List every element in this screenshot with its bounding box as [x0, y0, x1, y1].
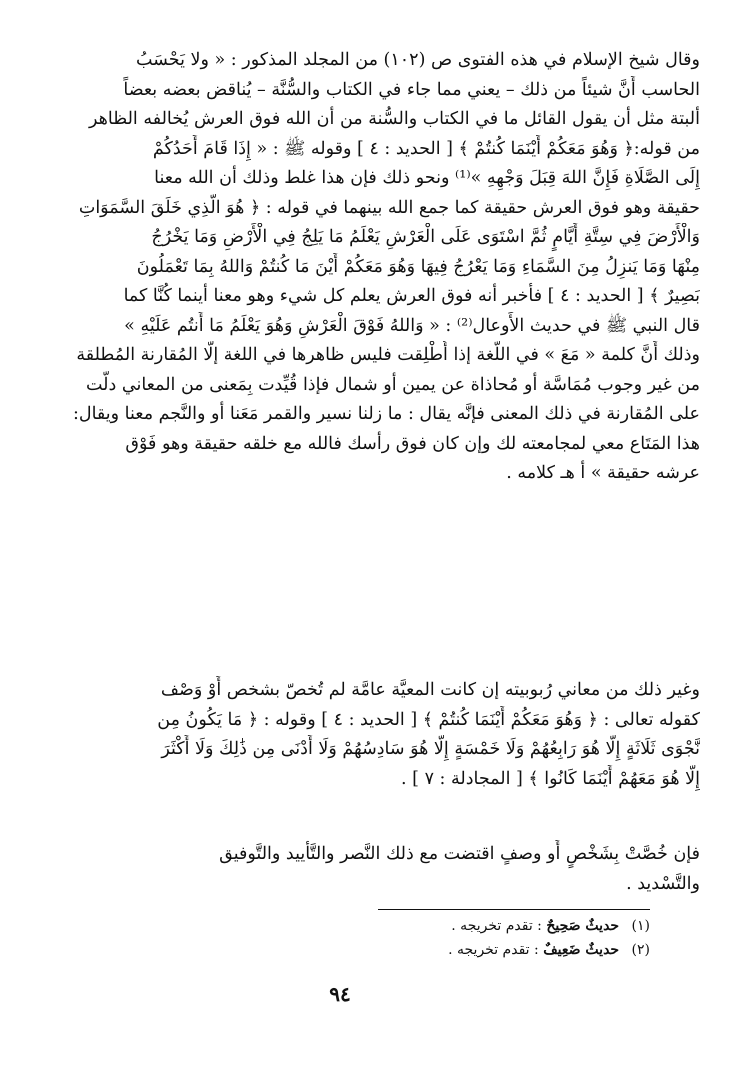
body-line: عرشه حقيقة » أ هـ كلامه .: [506, 463, 700, 483]
body-line: فإن خُصَّتْ بِشَخْصٍ أَو وصفٍ اقتضت مع ذلك النَّصر والتَّأييد والتَّوفيق: [219, 844, 700, 864]
footnote-item: [360, 938, 650, 962]
body-line: مِنْهَا وَمَا يَنزِلُ مِنَ السَّمَاءِ وَمَا يَعْرُجُ فِيهَا وَهُوَ مَعَكُمْ أَيْنَ مَا كُنتُمْ وَاللهُ بِمَا تَعْمَلُونَ: [136, 256, 700, 277]
body-line: والتَّسْديد .: [626, 873, 700, 894]
body-line: إِلَى الصَّلَاةِ فَإِنَّ اللهَ قِبَلَ وَجْهِهِ »⁽¹⁾ ونحو ذلك فإن هذا غلط وذلك أن الله معنا: [154, 168, 700, 188]
footnote-number: (١): [631, 918, 650, 934]
body-line: من غير وجوب مُمَاسَّة أو مُحاذاة عن يمين أو شمال فإذا قُيِّدت بِمَعنى من المعاني دلَّت: [85, 374, 700, 395]
body-line: قال النبي ﷺ في حديث الأَوعال⁽²⁾ : « وَاللهُ فَوْقَ الْعَرْشِ وَهُوَ يَعْلَمُ مَا أَنتُم عَلَيْهِ »: [124, 315, 700, 336]
footnote-text: : تقدم تخريجه .: [451, 918, 542, 934]
body-line: نَّجْوَى ثَلَاثَةٍ إِلَّا هُوَ رَابِعُهُمْ وَلَا خَمْسَةٍ إِلَّا هُوَ سَادِسُهُمْ وَلَا أَدْنَى مِن ذَٰلِكَ وَلَا أَكْثَرَ: [161, 739, 700, 759]
body-paragraph: [36, 676, 700, 794]
footnotes: [360, 914, 650, 962]
body-line: وذلك أَنَّ كلمة « مَعَ » في اللُّغة إذا أُطْلِقت فليس ظاهرها في اللغة إلَّا المُقارنة المُطلقة: [76, 345, 700, 365]
footnote-number: (٢): [631, 942, 650, 958]
footnote-divider: [378, 909, 650, 910]
body-line: ألبتة مثل أن يقول القائل ما في الكتاب والسُّنة من أن الله فوق العرش يُخالفه الظاهر: [89, 109, 700, 129]
body-line: وغير ذلك من معاني رُبوبيته إن كانت المعيَّة عامَّة لم تُخصّ بشخص أَوْ وَصْف: [160, 680, 700, 700]
page-number: ٩٤: [329, 982, 351, 1006]
body-line: وَالْأَرْضَ فِي سِتَّةِ أَيَّامٍ ثُمَّ اسْتَوَى عَلَى الْعَرْشِ يَعْلَمُ مَا يَلِجُ فِي الْأَرْضِ وَمَا يَخْرُجُ: [151, 227, 700, 247]
body-line: وقال شيخ الإسلام في هذه الفتوى ص (١٠٢) من المجلد المذكور : « ولا يَحْسَبُ: [136, 50, 700, 70]
body-paragraph: [36, 840, 700, 899]
body-line: على المُقارنة في ذلك المعنى فإنَّه يقال : ما زلنا نسير والقمر مَعَنا أو والنَّجم معنا ويقال:: [72, 404, 700, 424]
hadith-grade: حديثٌ ضَعِيفٌ: [543, 942, 620, 958]
footnote-item: [360, 914, 650, 938]
body-line: كقوله تعالى : ﴿ وَهُوَ مَعَكُمْ أَيْنَمَا كُنتُمْ ﴾ [ الحديد : ٤ ] وقوله : ﴿ مَا يَكُونُ مِن: [157, 709, 700, 730]
quote-paragraph: [36, 46, 700, 489]
body-line: بَصِيرٌ ﴾ [ الحديد : ٤ ] فأخبر أنه فوق العرش يعلم كل شيء وهو معنا أينما كُنَّا كما: [123, 286, 700, 306]
body-line: من قوله:﴿ وَهُوَ مَعَكُمْ أَيْنَمَا كُنتُمْ ﴾ [ الحديد : ٤ ] وقوله ﷺ : « إِذَا قَامَ أَحَدُكُمْ: [152, 138, 700, 159]
body-line: حقيقة وهو فوق العرش حقيقة كما جمع الله بينهما في قوله : ﴿ هُوَ الَّذِي خَلَقَ السَّمَوَاتِ: [78, 197, 700, 218]
body-line: هذا المَتَاع معي لمجامعته لك وإن كان فوق رأسك فالله مع خلقه حقيقة وهو فَوْق: [125, 433, 700, 454]
hadith-grade: حديثٌ صَحِيحٌ: [546, 918, 620, 934]
body-line: الحاسب أَنَّ شيئاً من ذلك – يعني مما جاء في الكتاب والسُّنَّة – يُناقض بعضه بعضاً: [123, 79, 700, 100]
footnote-text: : تقدم تخريجه .: [448, 942, 539, 958]
body-line: إِلَّا هُوَ مَعَهُمْ أَيْنَمَا كَانُوا ﴾ [ المجادلة : ٧ ] .: [401, 768, 700, 789]
